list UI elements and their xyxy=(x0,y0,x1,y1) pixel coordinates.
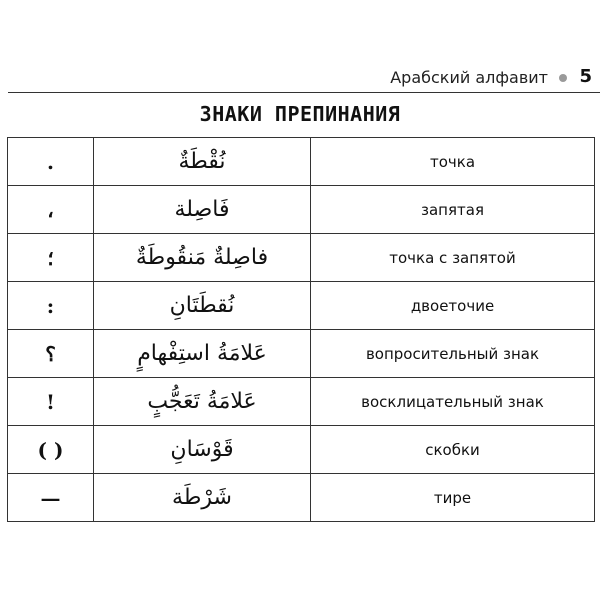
running-header-title: Арабский алфавит xyxy=(390,68,548,87)
punctuation-mark: ؟ xyxy=(8,330,94,378)
arabic-term: فَاصِلة xyxy=(94,186,311,234)
header-rule xyxy=(8,92,600,93)
punctuation-mark: ! xyxy=(8,378,94,426)
russian-term: восклицательный знак xyxy=(311,378,595,426)
arabic-term: عَلامَةُ استِفْهامٍ xyxy=(94,330,311,378)
table-row xyxy=(8,138,595,186)
punctuation-mark: — xyxy=(8,474,94,522)
table-row xyxy=(8,186,595,234)
bullet-separator xyxy=(559,74,567,82)
punctuation-table xyxy=(7,137,595,522)
punctuation-mark: ( ) xyxy=(8,426,94,474)
russian-term: точка xyxy=(311,138,595,186)
russian-term: тире xyxy=(311,474,595,522)
arabic-term: شَرْطَة xyxy=(94,474,311,522)
arabic-term: فاصِلةٌ مَنقُوطَةٌ xyxy=(94,234,311,282)
table-row xyxy=(8,282,595,330)
punctuation-mark: : xyxy=(8,282,94,330)
punctuation-mark: . xyxy=(8,138,94,186)
page-header xyxy=(0,64,600,94)
table-row xyxy=(8,474,595,522)
russian-term: вопросительный знак xyxy=(311,330,595,378)
russian-term: точка с запятой xyxy=(311,234,595,282)
arabic-term: نُقطَتَانِ xyxy=(94,282,311,330)
russian-term: двоеточие xyxy=(311,282,595,330)
table-row xyxy=(8,234,595,282)
table-row xyxy=(8,378,595,426)
arabic-term: عَلامَةُ تَعَجُّبٍ xyxy=(94,378,311,426)
section-title: ЗНАКИ ПРЕПИНАНИЯ xyxy=(199,102,401,126)
punctuation-mark: ؛ xyxy=(8,234,94,282)
punctuation-mark: ، xyxy=(8,186,94,234)
table-row xyxy=(8,426,595,474)
russian-term: запятая xyxy=(311,186,595,234)
russian-term: скобки xyxy=(311,426,595,474)
arabic-term: قَوْسَانِ xyxy=(94,426,311,474)
page-number: 5 xyxy=(579,66,592,87)
table-row xyxy=(8,330,595,378)
arabic-term: نُقْطَةٌ xyxy=(94,138,311,186)
